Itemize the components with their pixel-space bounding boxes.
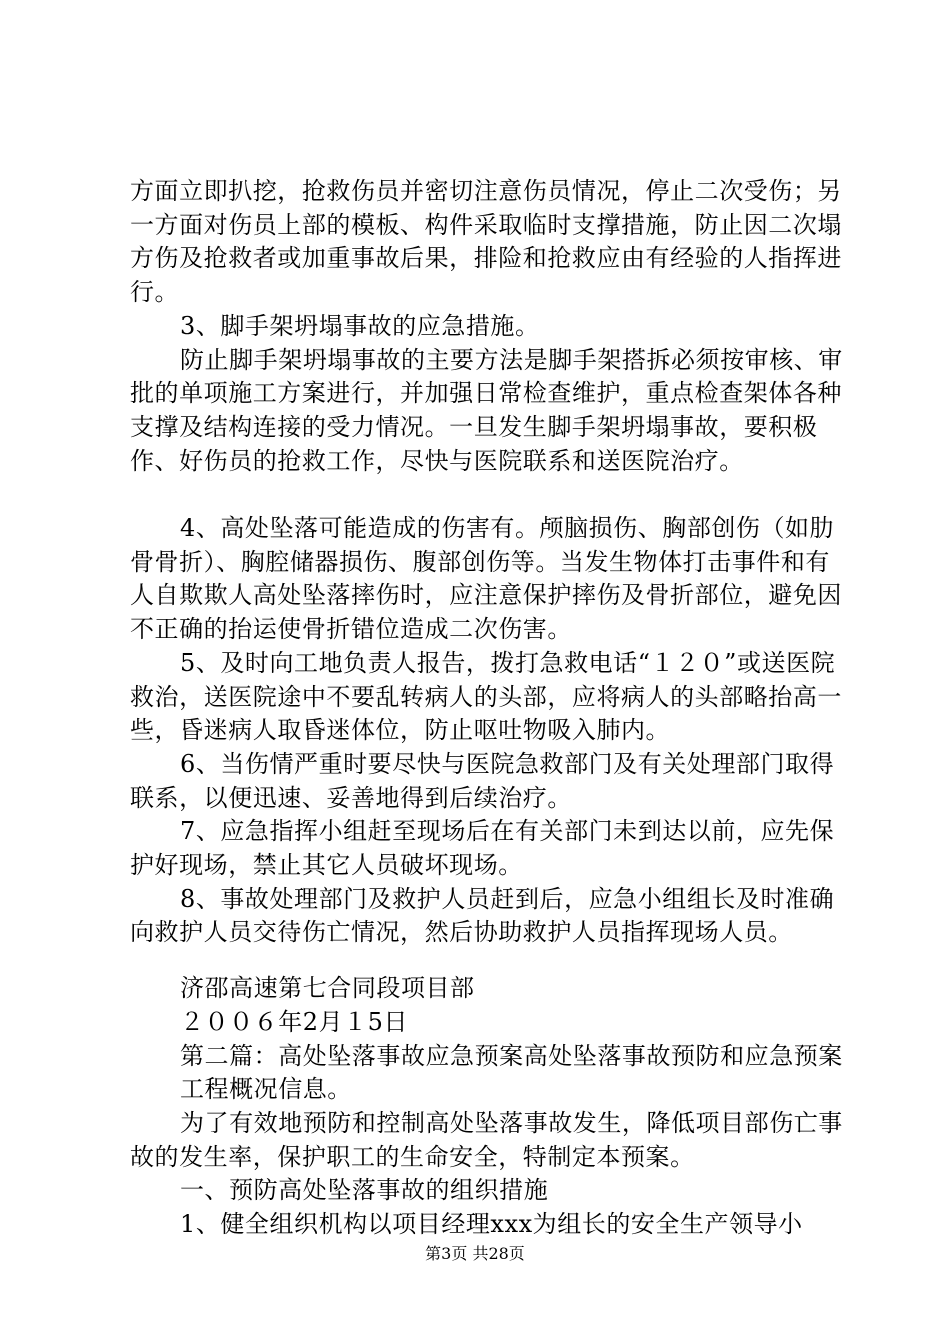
paragraph-protect-scene: 7、应急指挥小组赶至现场后在有关部门未到达以前，应先保护好现场，禁止其它人员破坏现场。 (130, 817, 835, 880)
signature-project-department: 济邵高速第七合同段项目部 (180, 974, 475, 1003)
paragraph-handover: 8、事故处理部门及救护人员赶到后，应急小组组长及时准确向救护人员交待伤亡情况，然后协助救护人员指挥现场人员。 (130, 884, 835, 947)
section-title-part-two: 第二篇：高处坠落事故应急预案高处坠落事故预防和应急预案 (180, 1041, 843, 1070)
paragraph-serious-injury: 6、当伤情严重时要尽快与医院急救部门及有关处理部门取得联系，以便迅速、妥善地得到后续治疗。 (130, 749, 835, 812)
paragraph-project-overview: 工程概况信息。 (180, 1075, 352, 1104)
paragraph-purpose: 为了有效地预防和控制高处坠落事故发生，降低项目部伤亡事故的发生率，保护职工的生命安全，特制定本预案。 (130, 1108, 843, 1171)
paragraph-organization: 1、健全组织机构以项目经理xxx为组长的安全生产领导小 (180, 1210, 803, 1239)
heading-organizational-measures: 一、预防高处坠落事故的组织措施 (180, 1176, 549, 1205)
paragraph-scaffold-heading: 3、脚手架坍塌事故的应急措施。 (180, 311, 540, 340)
paragraph-rescue-continued: 方面立即扒挖，抢救伤员并密切注意伤员情况，停止二次受伤；另一方面对伤员上部的模板、构件采取临时支撑措施，防止因二次塌方伤及抢救者或加重事故后果，排险和抢救应由有经验的人指挥进行。 (130, 177, 842, 307)
page-footer (0, 1244, 950, 1264)
paragraph-report-emergency: 5、及时向工地负责人报告，拨打急救电话“１２０”或送医院救治，送医院途中不要乱转病人的头部，应将病人的头部略抬高一些，昏迷病人取昏迷体位，防止呕吐物吸入肺内。 (130, 648, 842, 745)
page-number-label: 第3页 共28页 (425, 1244, 525, 1263)
paragraph-scaffold-prevention: 防止脚手架坍塌事故的主要方法是脚手架搭拆必须按审核、审批的单项施工方案进行，并加强日常检查维护，重点检查架体各种支撑及结构连接的受力情况。一旦发生脚手架坍塌事故，要积极作、好伤员的抢救工作，尽快与医院联系和送医院治疗。 (130, 345, 843, 475)
paragraph-fall-injuries: 4、高处坠落可能造成的伤害有。颅脑损伤、胸部创伤（如肋骨骨折）、胸腔储器损伤、腹部创伤等。当发生物体打击事件和有人自欺欺人高处坠落摔伤时，应注意保护摔伤及骨折部位，避免因不正确的抬运使骨折错位造成二次伤害。 (130, 514, 842, 644)
signature-date: ２００６年2月１5日 (180, 1007, 409, 1036)
document-body (130, 175, 850, 1242)
